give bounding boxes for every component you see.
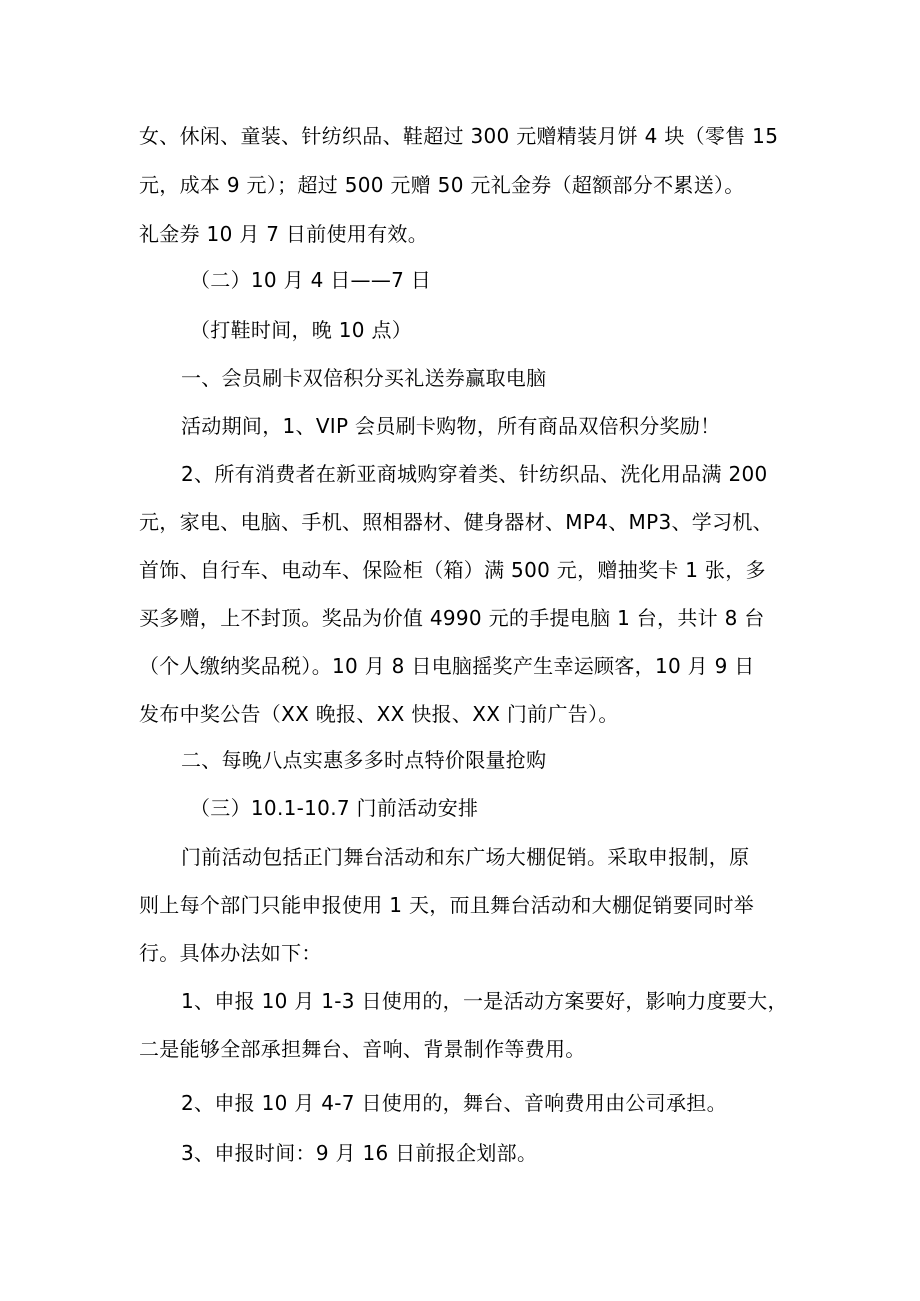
section-note: （打鞋时间，晚 10 点） xyxy=(190,318,413,342)
paragraph-line: 活动期间，1、VIP 会员刷卡购物，所有商品双倍积分奖励！ xyxy=(181,414,721,438)
paragraph-line: （个人缴纳奖品税）。10 月 8 日电脑摇奖产生幸运顾客，10 月 9 日 xyxy=(139,654,755,678)
paragraph-line: 1、申报 10 月 1-3 日使用的，一是活动方案要好，影响力度要大， xyxy=(181,989,788,1013)
paragraph-line: 买多赠，上不封顶。奖品为价值 4990 元的手提电脑 1 台，共计 8 台 xyxy=(139,606,765,630)
paragraph-line: 2、申报 10 月 4-7 日使用的，舞台、音响费用由公司承担。 xyxy=(181,1091,727,1115)
paragraph-line: 门前活动包括正门舞台活动和东广场大棚促销。采取申报制，原 xyxy=(181,845,750,869)
paragraph-line: 行。具体办法如下： xyxy=(139,941,322,965)
paragraph-line: 元，家电、电脑、手机、照相器材、健身器材、MP4、MP3、学习机、 xyxy=(139,510,773,534)
section-heading: （二）10 月 4 日——7 日 xyxy=(190,268,432,292)
paragraph-line: 发布中奖公告（XX 晚报、XX 快报、XX 门前广告）。 xyxy=(139,702,619,726)
section-heading: 二、每晚八点实惠多多时点特价限量抢购 xyxy=(181,748,547,772)
section-heading: 一、会员刷卡双倍积分买礼送券赢取电脑 xyxy=(181,366,547,390)
section-heading: （三）10.1-10.7 门前活动安排 xyxy=(190,796,479,820)
paragraph-line: 礼金券 10 月 7 日前使用有效。 xyxy=(139,222,429,246)
paragraph-line: 2、所有消费者在新亚商城购穿着类、针纺织品、洗化用品满 200 xyxy=(181,462,768,486)
paragraph-line: 首饰、自行车、电动车、保险柜（箱）满 500 元，赠抽奖卡 1 张，多 xyxy=(139,558,766,582)
paragraph-line: 二是能够全部承担舞台、音响、背景制作等费用。 xyxy=(139,1037,586,1061)
paragraph-line: 3、申报时间：9 月 16 日前报企划部。 xyxy=(181,1141,538,1165)
paragraph-line: 女、休闲、童装、针纺织品、鞋超过 300 元赠精装月饼 4 块（零售 15 xyxy=(139,124,779,148)
paragraph-line: 元，成本 9 元）；超过 500 元赠 50 元礼金券（超额部分不累送）。 xyxy=(139,173,745,197)
paragraph-line: 则上每个部门只能申报使用 1 天，而且舞台活动和大棚促销要同时举 xyxy=(139,893,755,917)
